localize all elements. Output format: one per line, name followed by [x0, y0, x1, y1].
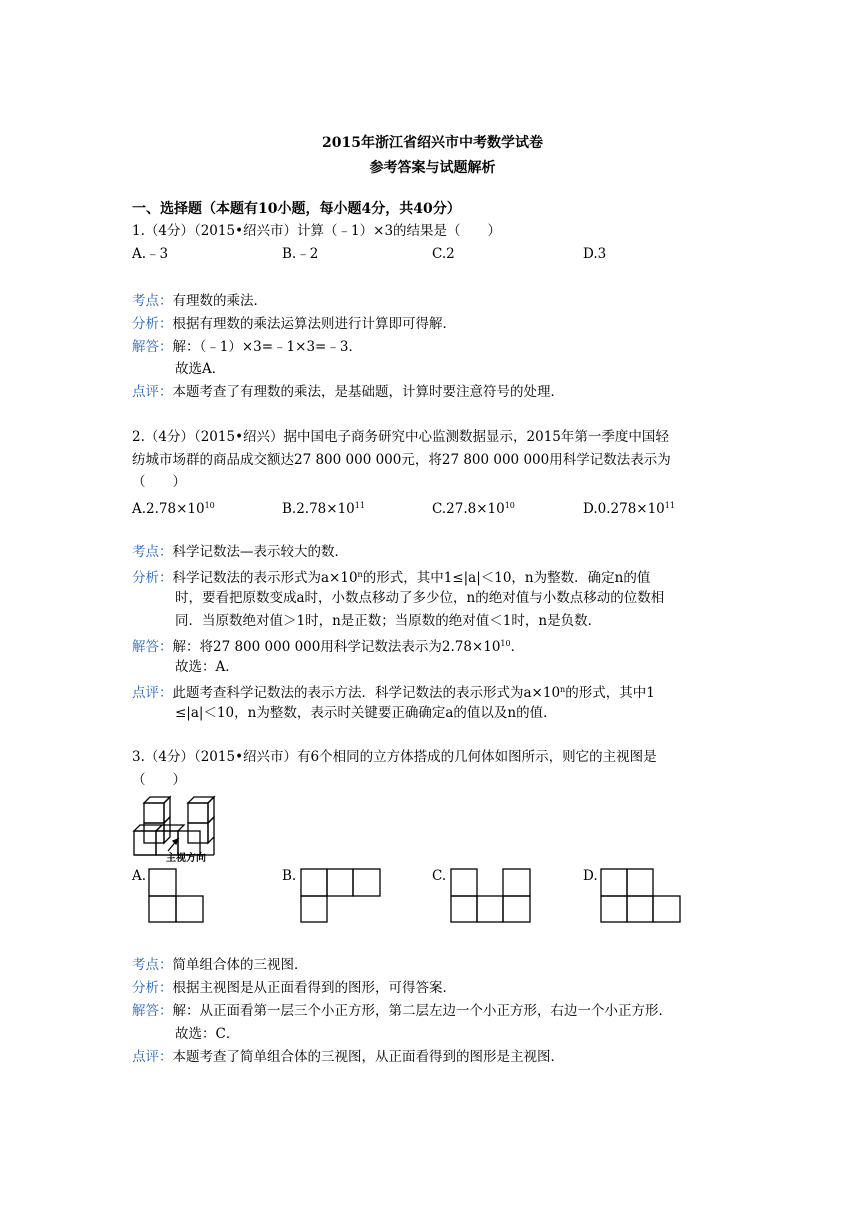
q1-option-b: B.﹣2: [282, 246, 319, 262]
q3-option-c-figure: [450, 868, 534, 924]
q3-fenxi: 分析：根据主视图是从正面看得到的图形，可得答案．: [132, 980, 456, 996]
q3-jieda: 解答：解：从正面看第一层三个小正方形，第二层左边一个小正方形，右边一个小正方形．: [132, 1003, 672, 1019]
q1-option-a: A.﹣3: [132, 246, 169, 262]
q2-fenxi: 分析：科学记数法的表示形式为$a\times 10^n$的形式，其中1≤|a|＜10，n为整数．确定n的值: [132, 570, 651, 586]
q2-dianping: 点评：此题考查科学记数法的表示方法．科学记数法的表示形式为$a\times 10^n$的形式，其中1: [132, 685, 655, 701]
q2-jieda: 解答：解：将27 800 000 000用科学记数法表示为$2.78\times 10^{10}$．: [132, 639, 525, 655]
q1-answer: 故选A．: [175, 361, 226, 377]
q2-dianping-line2: ≤|a|＜10，n为整数，表示时关键要正确确定a的值以及n的值．: [175, 705, 557, 721]
q2-stem-line2: 纺城市场群的商品成交额达27 800 000 000元，将27 800 000 000用科学记数法表示为: [132, 452, 671, 468]
q3-option-d-figure: [600, 868, 684, 924]
q1-option-c: C.2: [432, 246, 455, 262]
q2-kaodian: 考点：科学记数法—表示较大的数．: [132, 544, 348, 560]
q1-dianping: 点评：本题考查了有理数的乘法，是基础题，计算时要注意符号的处理．: [132, 384, 564, 400]
q3-dianping: 点评：本题考查了简单组合体的三视图，从正面看得到的图形是主视图．: [132, 1049, 564, 1065]
paper-title: 2015年浙江省绍兴市中考数学试卷: [322, 135, 543, 151]
paper-subtitle: 参考答案与试题解析: [369, 160, 496, 176]
q3-stem-line2: （ ）: [132, 772, 186, 788]
q1-kaodian: 考点：有理数的乘法．: [132, 293, 267, 309]
q1-stem: 1.（4分）（2015•绍兴市）计算（﹣1）×3的结果是（ ）: [132, 223, 502, 239]
q2-option-c: $C.27.8\times 10^{10}$: [432, 501, 515, 517]
q3-option-d-label: D.: [583, 868, 598, 884]
q3-kaodian: 考点：简单组合体的三视图．: [132, 957, 308, 973]
cube-solid-figure: [130, 793, 225, 865]
q1-jieda: 解答：解：（﹣1）×3=﹣1×3=﹣3．: [132, 339, 362, 355]
q3-option-b-figure: [300, 868, 384, 924]
q3-stem-line1: 3.（4分）（2015•绍兴市）有6个相同的立方体搭成的几何体如图所示，则它的主视图是: [132, 749, 657, 765]
q2-option-b: $B.2.78\times 10^{11}$: [282, 501, 365, 517]
q2-fenxi-line2: 时，要看把原数变成a时，小数点移动了多少位，n的绝对值与小数点移动的位数相: [175, 590, 665, 606]
view-direction-label: 主视方向: [166, 853, 206, 864]
q3-option-a-label: A.: [132, 868, 147, 884]
q2-option-a: $A.2.78\times 10^{10}$: [132, 501, 215, 517]
q3-option-b-label: B.: [282, 868, 297, 884]
q2-stem-line1: 2.（4分）（2015•绍兴）据中国电子商务研究中心监测数据显示，2015年第一季度中国轻: [132, 429, 669, 445]
q3-option-a-figure: [148, 868, 208, 924]
q1-option-d: D.3: [583, 246, 607, 262]
q3-answer: 故选：C．: [175, 1026, 240, 1042]
q2-fenxi-line3: 同．当原数绝对值＞1时，n是正数；当原数的绝对值＜1时，n是负数．: [175, 613, 602, 629]
q1-fenxi: 分析：根据有理数的乘法运算法则进行计算即可得解．: [132, 316, 456, 332]
q2-answer: 故选：A．: [175, 659, 239, 675]
q2-option-d: $D.0.278\times 10^{11}$: [583, 501, 675, 517]
section-heading: 一、选择题（本题有10小题，每小题4分，共40分）: [132, 201, 461, 217]
q3-option-c-label: C.: [432, 868, 447, 884]
q2-stem-line3: （ ）: [132, 474, 186, 490]
